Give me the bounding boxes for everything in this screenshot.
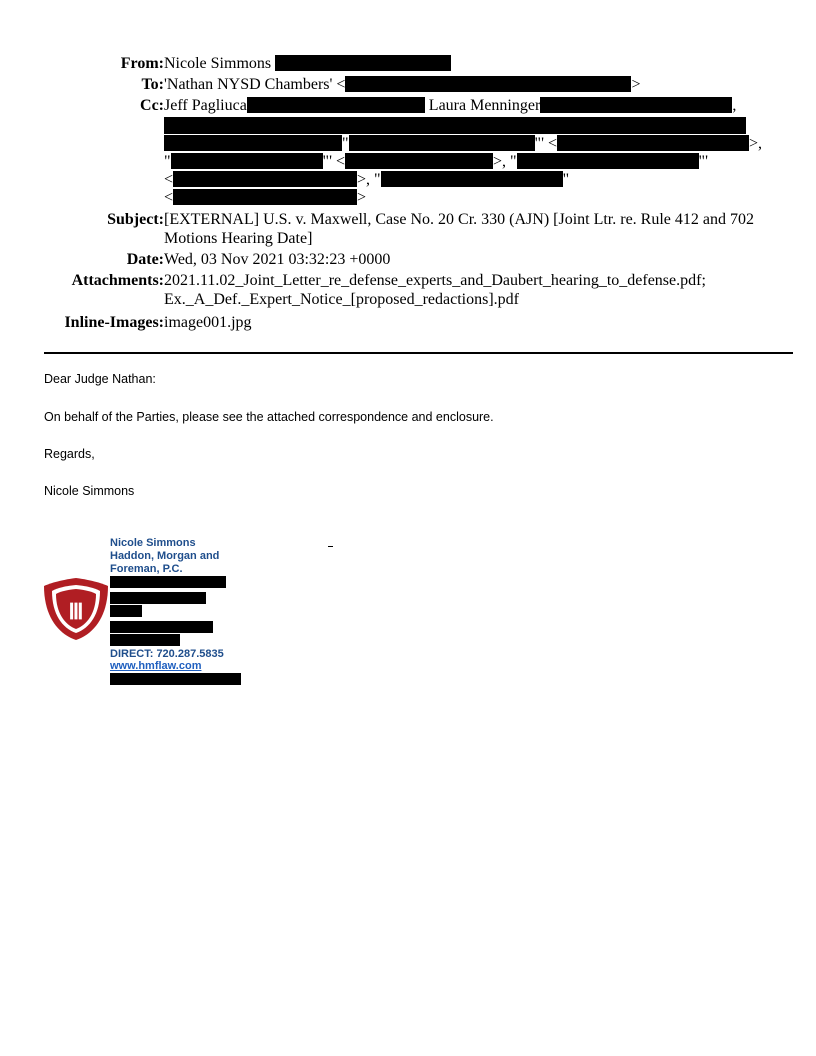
inline-images-label: Inline-Images: [64,314,164,331]
signoff: Nicole Simmons [44,484,135,498]
redaction-bar [110,576,226,588]
subject-line-1: [EXTERNAL] U.S. v. Maxwell, Case No. 20 Cr. 330 (AJN) [Joint Ltr. re. Rule 412 and 702 [164,211,754,228]
redaction-bar [110,605,142,617]
redaction-bar [349,135,535,151]
redaction-bar [517,153,699,169]
attachment-2[interactable]: Ex._A_Def._Expert_Notice_[proposed_redactions].pdf [164,291,519,308]
date-value: Wed, 03 Nov 2021 03:32:23 +0000 [164,251,391,268]
header-divider [44,352,793,354]
redaction-bar [540,97,732,113]
redaction-bar [557,135,749,151]
redaction-bar [247,97,425,113]
from-name: Nicole Simmons [164,55,272,72]
logo-letters: Ⅲ [68,599,84,624]
redaction-bar [381,171,563,187]
signature-firm-1: Haddon, Morgan and [110,550,220,562]
body-paragraph: On behalf of the Parties, please see the attached correspondence and enclosure. [44,410,494,424]
redaction-bar [164,135,342,151]
from-label: From: [120,55,164,72]
attachments-label: Attachments: [71,272,164,289]
redaction-bar [345,153,493,169]
redaction-bar [345,76,631,92]
attachment-1[interactable]: 2021.11.02_Joint_Letter_re_defense_experts_and_Daubert_hearing_to_defense.pdf; [164,272,706,289]
to-label: To: [141,76,164,93]
cc-label: Cc: [140,97,164,114]
redaction-bar [110,621,213,633]
redaction-bar [110,592,206,604]
hmf-logo [42,576,110,642]
greeting: Dear Judge Nathan: [44,372,156,386]
redaction-bar [275,55,451,71]
from-value [164,54,764,74]
cc-continuation-5: < > [164,189,367,206]
website-link[interactable]: www.hmflaw.com [110,660,202,672]
cc-continuation-3: " "' < >, " "' [164,153,708,170]
redaction-bar [164,117,746,134]
to-close: > [631,76,641,93]
signature-firm-2: Foreman, P.C. [110,563,183,575]
cc-continuation-2: " "' < >, [164,134,764,154]
signature-direct: DIRECT: 720.287.5835 [110,648,224,660]
cc-value: Jeff Pagliuca Laura Menninger , [164,97,737,114]
inline-images-value[interactable]: image001.jpg [164,314,252,331]
date-label: Date: [126,251,164,268]
cc-name-1: Jeff Pagliuca [164,97,247,114]
subject-line-2: Motions Hearing Date] [164,230,313,247]
to-text: 'Nathan NYSD Chambers' < [164,76,346,93]
signature-name: Nicole Simmons [110,537,196,549]
redaction-bar [173,171,357,187]
subject-label: Subject: [107,211,164,228]
cc-name-2: Laura Menninger [428,97,541,114]
stray-underscore [328,546,333,547]
redaction-bar [110,634,180,646]
redaction-bar [110,673,241,685]
cc-continuation-4: < >, " " [164,171,570,188]
closing: Regards, [44,447,95,461]
to-value [164,75,764,95]
redaction-bar [173,189,357,205]
redaction-bar [171,153,323,169]
